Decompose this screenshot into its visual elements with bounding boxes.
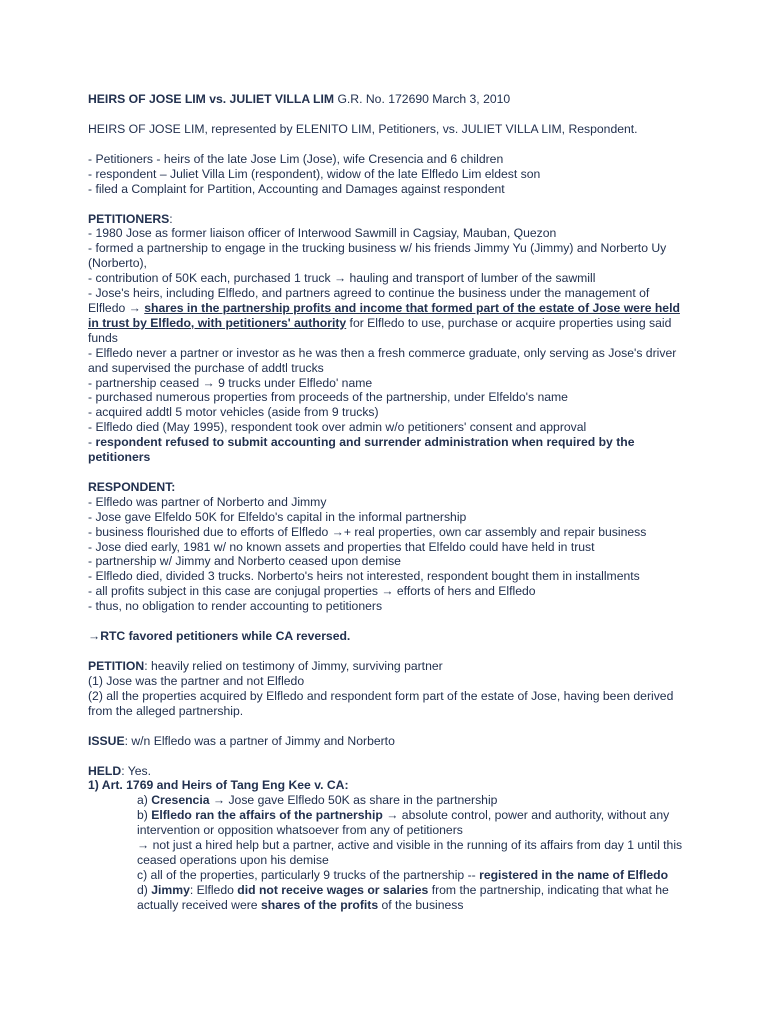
petitioners-item: - acquired addtl 5 motor vehicles (aside from 9 trucks) (88, 405, 379, 420)
petitioners-item: - purchased numerous properties from proceeds of the partnership, under Elfeldo's name (88, 390, 568, 405)
held-subpoint-b-cont: → not just a hired help but a partner, active and visible in the running of its affairs from day 1 until this ceased operations upon his demise (137, 838, 683, 867)
held-subpoint-b: b) Elfledo ran the affairs of the partnership → absolute control, power and authority, without any intervention or opposition whatsoever from any of petitioners (137, 808, 670, 838)
petitioners-item: - contribution of 50K each, purchased 1 truck → hauling and transport of lumber of the sawmill (88, 271, 596, 286)
rtc-line: →RTC favored petitioners while CA reversed. (88, 629, 351, 644)
summary-line: - respondent – Juliet Villa Lim (respondent), widow of the late Elfledo Lim eldest son (88, 166, 541, 181)
respondent-item: - partnership w/ Jimmy and Norberto ceased upon demise (88, 554, 401, 569)
petition-item: (2) all the properties acquired by Elfledo and respondent form part of the estate of Jose, having been derived from the alleged partnership. (88, 688, 674, 718)
petitioners-heading: PETITIONERS: (88, 211, 173, 226)
petitioners-item: - Elfledo never a partner or investor as he was then a fresh commerce graduate, only serving as Jose's driver and supervised the purchase of addtl trucks (88, 345, 677, 375)
held-subpoint-c: c) all of the properties, particularly 9 trucks of the partnership -- registered in the name of Elfledo (137, 867, 669, 882)
arrow-icon: → (88, 629, 101, 644)
case-name: HEIRS OF JOSE LIM vs. JULIET VILLA LIM (88, 92, 335, 106)
held-subpoint-d: d) Jimmy: Elfledo did not receive wages or salaries from the partnership, indicating that what he actually received were shares of the profits of the business (137, 882, 669, 912)
issue-line: ISSUE: w/n Elfledo was a partner of Jimmy and Norberto (88, 733, 395, 748)
summary-line: - filed a Complaint for Partition, Accounting and Damages against respondent (88, 181, 505, 196)
petitioners-item: - 1980 Jose as former liaison officer of Interwood Sawmill in Cagsiay, Mauban, Quezon (88, 226, 557, 241)
summary-line: - Petitioners - heirs of the late Jose Lim (Jose), wife Cresencia and 6 children (88, 151, 504, 166)
respondent-item: - business flourished due to efforts of Elfledo →+ real properties, own car assembly and repair business (88, 524, 647, 539)
case-citation: G.R. No. 172690 March 3, 2010 (337, 92, 511, 106)
arrow-icon: → (128, 300, 141, 315)
arrow-icon: → (333, 271, 347, 286)
petitioners-item: - respondent refused to submit accounting and surrender administration when required by the petitioners (88, 435, 635, 465)
respondent-item: - Jose died early, 1981 w/ no known assets and properties that Elfeldo could have held in trust (88, 539, 595, 554)
held-subpoint-a: a) Cresencia → Jose gave Elfledo 50K as share in the partnership (137, 793, 498, 808)
respondent-item: - all profits subject in this case are conjugal properties → efforts of hers and Elfledo (88, 584, 536, 599)
respondent-item: - Jose gave Elfeldo 50K for Elfeldo's capital in the informal partnership (88, 509, 467, 524)
parties-line: HEIRS OF JOSE LIM, represented by ELENITO LIM, Petitioners, vs. JULIET VILLA LIM, Respondent. (88, 121, 638, 136)
held-point: 1) Art. 1769 and Heirs of Tang Eng Kee v. CA: (88, 778, 349, 793)
petition-item: (1) Jose was the partner and not Elfledo (88, 673, 305, 688)
held-line: HELD: Yes. (88, 763, 152, 778)
petitioners-item: - partnership ceased → 9 trucks under Elfledo' name (88, 375, 373, 390)
case-title (88, 92, 688, 107)
arrow-icon: → (381, 584, 394, 599)
respondent-item: - thus, no obligation to render accounting to petitioners (88, 599, 383, 614)
petitioners-item: - Jose's heirs, including Elfledo, and partners agreed to continue the business under the management of Elfledo → shares in the partnership profits and income that formed part of the estate of Jose were held in trust by Elfledo, with petitioners' authority for Elfledo to use, purchase or acquire properties using said funds (88, 286, 680, 345)
respondent-item: - Elfledo was partner of Norberto and Jimmy (88, 494, 327, 509)
petitioners-item: - Elfledo died (May 1995), respondent took over admin w/o petitioners' consent and approval (88, 420, 587, 435)
respondent-heading: RESPONDENT: (88, 479, 176, 494)
petitioners-item: - formed a partnership to engage in the trucking business w/ his friends Jimmy Yu (Jimmy) and Norberto Uy (Norberto), (88, 241, 667, 271)
arrow-icon: → (202, 375, 215, 390)
arrow-icon: → (212, 793, 226, 808)
case-digest (88, 92, 688, 913)
arrow-icon: → (386, 808, 399, 823)
arrow-icon: → (137, 838, 150, 853)
petition-line: PETITION: heavily relied on testimony of Jimmy, surviving partner (88, 659, 443, 673)
arrow-icon: → (331, 524, 344, 539)
respondent-item: - Elfledo died, divided 3 trucks. Norberto's heirs not interested, respondent bought them in installments (88, 569, 640, 584)
